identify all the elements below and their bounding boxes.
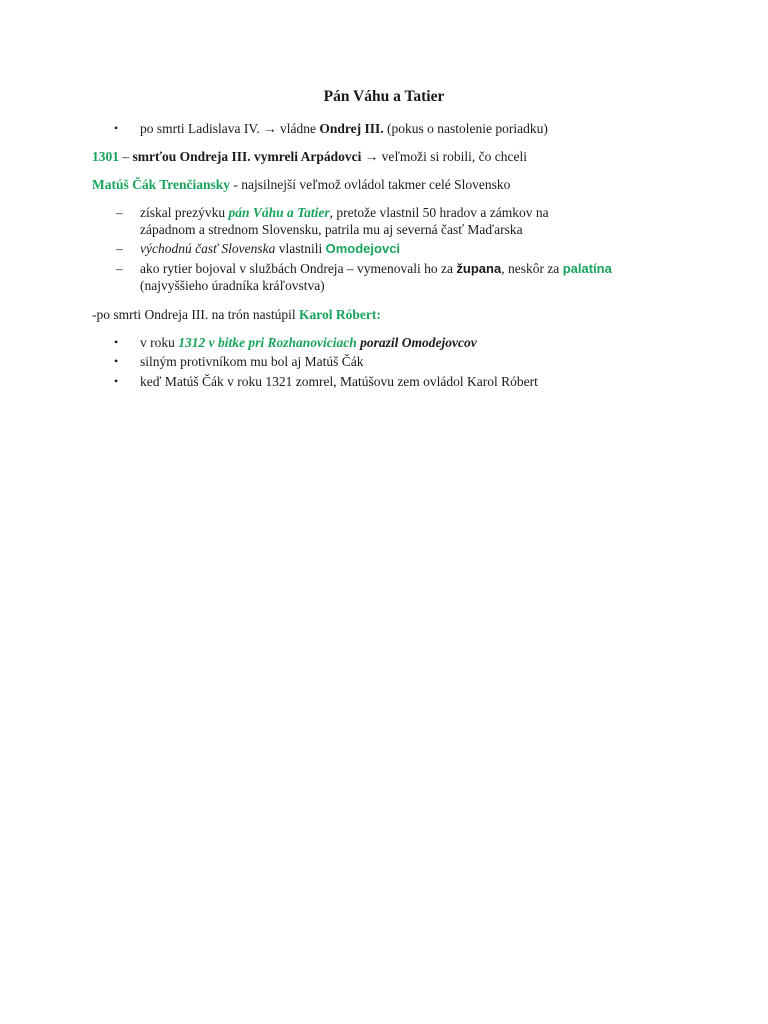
- bullet-item-4: keď Matúš Čák v roku 1321 zomrel, Matúšovu zem ovládol Karol Róbert: [140, 374, 538, 389]
- text-segment: (pokus o nastolenie poriadku): [383, 121, 548, 136]
- text-segment: , pretože vlastnil 50 hradov a zámkov na: [329, 205, 549, 220]
- text-segment: v roku: [140, 335, 179, 350]
- bold-term: Ondrej III.: [319, 121, 384, 136]
- text-segment: –: [119, 149, 133, 164]
- text-segment: ako rytier bojoval v službách Ondreja – vymenovali ho za: [140, 261, 457, 276]
- bullet-marker: •: [114, 374, 119, 388]
- text-segment: -po smrti Ondreja III. na trón nastúpil: [92, 307, 299, 322]
- text-segment: → veľmoži si robili, čo chceli: [361, 149, 527, 164]
- nickname-highlight: pán Váhu a Tatier: [228, 205, 330, 220]
- dash-item-3: [140, 260, 612, 277]
- text-segment: , neskôr za: [501, 261, 563, 276]
- title-highlight: palatína: [562, 261, 612, 276]
- name-highlight: Matúš Čák Trenčiansky: [92, 177, 231, 192]
- page-title: Pán Váhu a Tatier: [323, 88, 445, 105]
- paragraph-matus-cak: [92, 176, 510, 193]
- dash-item-1-line-2: západnom a strednom Slovensku, patrila mu aj severná časť Maďarska: [140, 222, 523, 237]
- bold-term: smrťou Ondreja III. vymreli Arpádovci: [132, 149, 362, 164]
- dash-marker: –: [116, 261, 123, 276]
- name-highlight: Omodejovci: [325, 241, 401, 256]
- paragraph-1301: [92, 148, 527, 165]
- year-highlight: 1301: [92, 149, 119, 164]
- text-segment: získal prezývku: [140, 205, 229, 220]
- text-segment: po smrti Ladislava IV. → vládne: [140, 121, 320, 136]
- dash-marker: –: [116, 241, 123, 256]
- bullet-marker: •: [114, 354, 119, 368]
- dash-marker: –: [116, 205, 123, 220]
- bullet-marker: •: [114, 335, 119, 349]
- bullet-item-1: [140, 120, 548, 137]
- name-highlight: Karol Róbert:: [298, 307, 381, 322]
- dash-item-2: [140, 240, 400, 257]
- text-segment: - najsilnejší veľmož ovládol takmer celé Slovensko: [230, 177, 511, 192]
- battle-highlight: 1312 v bitke pri Rozhanoviciach: [178, 335, 357, 350]
- bullet-item-2: [140, 334, 477, 351]
- bullet-item-3: silným protivníkom mu bol aj Matúš Čák: [140, 354, 364, 369]
- italic-term: východnú časť Slovenska: [140, 241, 276, 256]
- paragraph-karol-robert: [92, 306, 381, 323]
- bullet-marker: •: [114, 121, 119, 135]
- dash-item-1: [140, 204, 549, 221]
- dash-item-3-line-2: (najvyššieho úradníka kráľovstva): [140, 278, 325, 293]
- bold-term: župana: [456, 261, 502, 276]
- bold-italic-term: porazil Omodejovcov: [356, 335, 477, 350]
- text-segment: vlastnili: [275, 241, 326, 256]
